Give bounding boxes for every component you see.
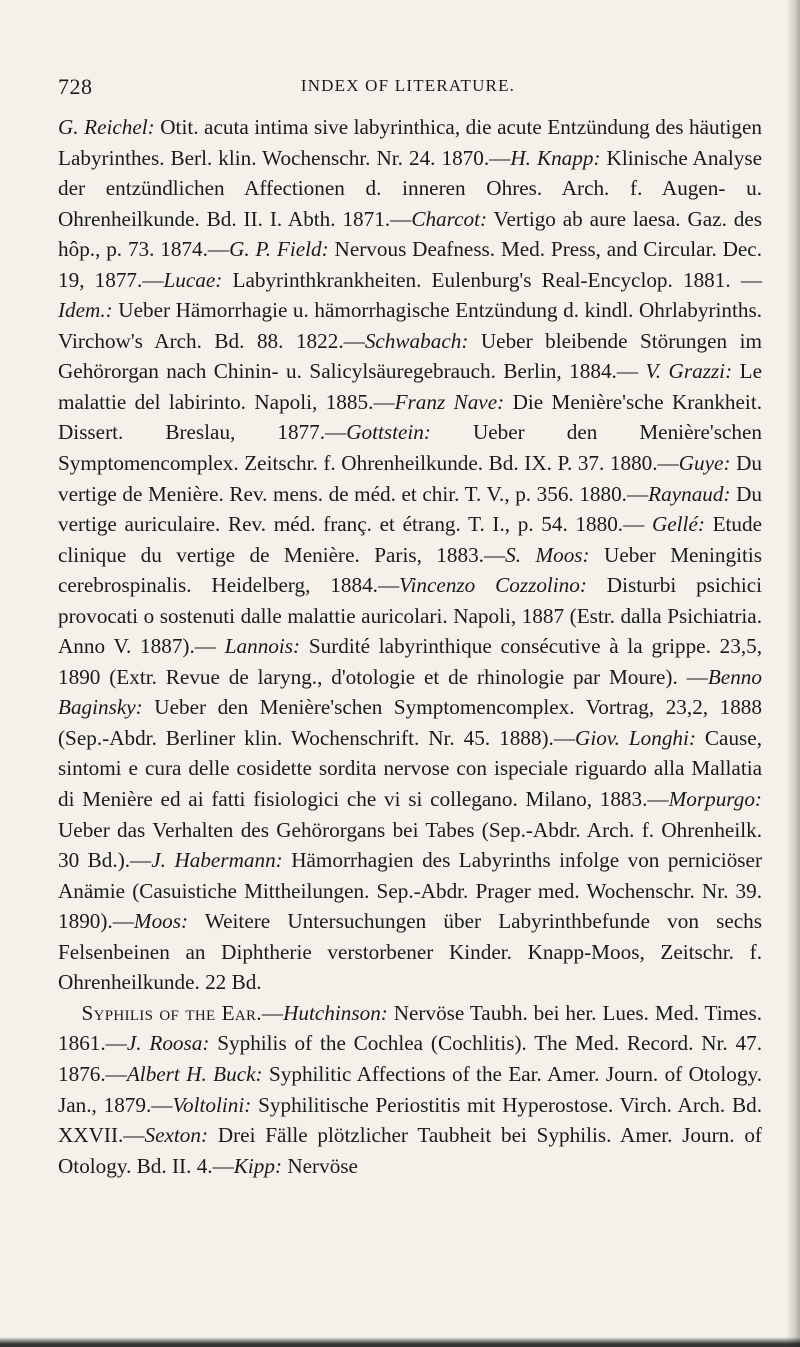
- citation-author: Voltolini:: [172, 1092, 252, 1117]
- citation-author: Benno Baginsky:: [58, 664, 762, 720]
- page-edge-shadow: [786, 0, 800, 1347]
- citation-text: Klinische Analyse der entzündlichen Affectionen d. inneren Ohres. Arch. f. Augen- u. Ohrenheilkunde. Bd. II. I. Abth. 1871.—: [58, 145, 762, 231]
- citation-text: Du vertige auriculaire. Rev. méd. franç. et étrang. T. I., p. 54. 1880.—: [58, 481, 762, 537]
- citation-author: S. Moos:: [505, 542, 590, 567]
- page-header: [58, 74, 758, 104]
- citation-author: V. Grazzi:: [645, 359, 733, 384]
- citation-text: Hämorrhagien des Labyrinths infolge von perniciöser Anämie (Casuistiche Mittheilungen. Sep.-Abdr. Prager med. Wochenschr. Nr. 39. 1890).—: [58, 848, 762, 934]
- citation-author: Idem.:: [58, 298, 113, 323]
- citation-text: Ueber das Verhalten des Gehörorgans bei Tabes (Sep.-Abdr. Arch. f. Ohrenheilk. 30 Bd.).—: [58, 817, 762, 873]
- citation-text: Otit. acuta intima sive labyrinthica, die acute Entzündung des häutigen Labyrinthes. Berl. klin. Wochenschr. Nr. 24. 1870.—: [58, 115, 762, 170]
- citation-text: Disturbi psichici provocati o sostenuti dalle malattie auricolari. Napoli, 1887 (Estr. dalla Psichiatria. Anno V. 1887).—: [58, 573, 762, 659]
- citation-author: Franz Nave:: [394, 389, 505, 414]
- citation-author: J. Habermann:: [151, 848, 283, 873]
- citation-author: Lannois:: [224, 634, 301, 659]
- citation-text: Le malattie del labirinto. Napoli, 1885.—: [58, 359, 762, 414]
- citation-text: Vertigo ab aure laesa. Gaz. des hôp., p. 73. 1874.—: [58, 206, 762, 262]
- bibliography-text: [58, 112, 762, 1181]
- page-bottom-edge: [0, 1337, 800, 1347]
- citation-text: Syphilis of the Cochlea (Cochlitis). The Med. Record. Nr. 47. 1876.—: [58, 1031, 763, 1086]
- citation-author: Albert H. Buck:: [126, 1061, 263, 1086]
- citation-text: Surdité labyrinthique consécutive à la grippe. 23,5, 1890 (Extr. Revue de laryng., d'otologie et de rhinologie par Moure). —: [58, 634, 763, 689]
- citation-text: Ueber den Menière'schen Symptomencomplex. Zeitschr. f. Ohrenheilkunde. Bd. IX. P. 37. 1880.—: [58, 420, 762, 476]
- citation-author: Moos:: [133, 909, 189, 934]
- citation-author: Schwabach:: [364, 328, 469, 353]
- citation-author: Raynaud:: [648, 481, 731, 506]
- citation-author: Guye:: [678, 451, 731, 476]
- citation-text: Ueber den Menière'schen Symptomencomplex. Vortrag, 23,2, 1888 (Sep.-Abdr. Berliner klin. Wochenschrift. Nr. 45. 1888).—: [58, 695, 762, 750]
- citation-text: Weitere Untersuchungen über Labyrinthbefunde von sechs Felsenbeinen an Diphtherie verstorbener Kinder. Knapp-Moos, Zeitschr. f. Ohrenheilkunde. 22 Bd.: [58, 909, 762, 995]
- bibliography-paragraph: G. Reichel: Otit. acuta intima sive labyrinthica, die acute Entzündung des häutigen Labyrinthes. Berl. klin. Wochenschr. Nr. 24. 1870.—H. Knapp: Klinische Analyse der entzündlichen Affectionen d. inneren Ohres. Arch. f. Augen- u. Ohrenheilkunde. Bd. II. I. Abth. 1871.—Charcot: Vertigo ab aure laesa. Gaz. des hôp., p. 73. 1874.—G. P. Field: Nervous Deafness. Med. Press, and Circular. Dec. 19, 1877.—Lucae: Labyrinthkrankheiten. Eulenburg's Real-Encyclop. 1881. — Idem.: Ueber Hämorrhagie u. hämorrhagische Entzündung d. kindl. Ohrlabyrinths. Virchow's Arch. Bd. 88. 1822.—Schwabach: Ueber bleibende Störungen im Gehörorgan nach Chinin- u. Salicylsäuregebrauch. Berlin, 1884.— V. Grazzi: Le malattie del labirinto. Napoli, 1885.—Franz Nave: Die Menière'sche Krankheit. Dissert. Breslau, 1877.—Gottstein: Ueber den Menière'schen Symptomencomplex. Zeitschr. f. Ohrenheilkunde. Bd. IX. P. 37. 1880.—Guye: Du vertige de Menière. Rev. mens. de méd. et chir. T. V., p. 356. 1880.—Raynaud: Du vertige auriculaire. Rev. méd. franç. et étrang. T. I., p. 54. 1880.— Gellé: Etude clinique du vertige de Menière. Paris, 1883.—S. Moos: Ueber Meningitis cerebrospinalis. Heidelberg, 1884.—Vincenzo Cozzolino: Disturbi psichici provocati o sostenuti dalle malattie auricolari. Napoli, 1887 (Estr. dalla Psichiatria. Anno V. 1887).— Lannois: Surdité labyrinthique consécutive à la grippe. 23,5, 1890 (Extr. Revue de laryng., d'otologie et de rhinologie par Moure). —Benno Baginsky: Ueber den Menière'schen Symptomencomplex. Vortrag, 23,2, 1888 (Sep.-Abdr. Berliner klin. Wochenschrift. Nr. 45. 1888).—Giov. Longhi: Cause, sintomi e cura delle cosidette sordita nervose con ispeciale riguardo alla Mallatia di Menière ed ai fatti fisiologici che vi si collegano. Milano, 1883.—Morpurgo: Ueber das Verhalten des Gehörorgans bei Tabes (Sep.-Abdr. Arch. f. Ohrenheilk. 30 Bd.).—J. Habermann: Hämorrhagien des Labyrinths infolge von perniciöser Anämie (Casuistiche Mittheilungen. Sep.-Abdr. Prager med. Wochenschr. Nr. 39. 1890).—Moos: Weitere Untersuchungen über Labyrinthbefunde von sechs Felsenbeinen an Diphtherie verstorbener Kinder. Knapp-Moos, Zeitschr. f. Ohrenheilkunde. 22 Bd. Syphilis of the Ear.—Hutchinson: Nervöse Taubh. bei her. Lues. Med. Times. 1861.—J. Roosa: Syphilis of the Cochlea (Cochlitis). The Med. Record. Nr. 47. 1876.—Albert H. Buck: Syphilitic Affections of the Ear. Amer. Journ. of Otology. Jan., 1879.—Voltolini: Syphilitische Periostitis mit Hyperostose. Virch. Arch. Bd. XXVII.—Sexton: Drei Fälle plötzlicher Taubheit bei Syphilis. Amer. Journ. of Otology. Bd. II. 4.—Kipp: Nervöse: [58, 115, 763, 1178]
- citation-text: Ueber bleibende Störungen im Gehörorgan nach Chinin- u. Salicylsäuregebrauch. Berlin, 1884.—: [58, 328, 762, 384]
- citation-author: Hutchinson:: [283, 1000, 388, 1025]
- citation-author: G. P. Field:: [229, 237, 329, 262]
- citation-text: Drei Fälle plötzlicher Taubheit bei Syphilis. Amer. Journ. of Otology. Bd. II. 4.—: [58, 1123, 762, 1178]
- citation-text: Cause, sintomi e cura delle cosidette sordita nervose con ispeciale riguardo alla Mallatia di Menière ed ai fatti fisiologici che vi si collegano. Milano, 1883.—: [58, 725, 762, 812]
- citation-author: H. Knapp:: [510, 145, 601, 170]
- running-head: INDEX OF LITERATURE.: [300, 76, 516, 95]
- citation-text: Syphilitische Periostitis mit Hyperostose. Virch. Arch. Bd. XXVII.—: [58, 1092, 762, 1148]
- citation-author: Lucae:: [163, 267, 223, 292]
- citation-author: G. Reichel:: [58, 115, 155, 139]
- citation-text: Du vertige de Menière. Rev. mens. de méd. et chir. T. V., p. 356. 1880.—: [58, 451, 762, 506]
- citation-text: Ueber Meningitis cerebrospinalis. Heidelberg, 1884.—: [58, 542, 763, 598]
- citation-text: Labyrinthkrankheiten. Eulenburg's Real-Encyclop. 1881. —: [222, 267, 763, 292]
- citation-text: Nervöse Taubh. bei her. Lues. Med. Times. 1861.—: [58, 1000, 763, 1056]
- citation-author: J. Roosa:: [126, 1031, 210, 1056]
- citation-text: Syphilitic Affections of the Ear. Amer. Journ. of Otology. Jan., 1879.—: [58, 1061, 762, 1117]
- section-heading: Syphilis of the Ear.: [81, 1000, 262, 1025]
- citation-author: Kipp:: [233, 1153, 283, 1178]
- citation-author: Gottstein:: [346, 420, 431, 445]
- citation-text: Etude clinique du vertige de Menière. Paris, 1883.—: [58, 512, 763, 567]
- citation-author: Gellé:: [651, 512, 705, 537]
- citation-author: Sexton:: [144, 1123, 209, 1148]
- citation-text: Die Menière'sche Krankheit. Dissert. Breslau, 1877.—: [58, 389, 763, 445]
- citation-author: Giov. Longhi:: [575, 725, 696, 750]
- citation-text: Nervöse: [282, 1153, 358, 1178]
- citation-author: Vincenzo Cozzolino:: [399, 573, 587, 598]
- citation-author: Charcot:: [411, 206, 488, 231]
- page-number: 728: [58, 74, 93, 99]
- citation-text: Nervous Deafness. Med. Press, and Circular. Dec. 19, 1877.—: [58, 237, 763, 292]
- citation-author: Morpurgo:: [668, 787, 762, 812]
- citation-text: Ueber Hämorrhagie u. hämorrhagische Entzündung d. kindl. Ohrlabyrinths. Virchow's Arch. Bd. 88. 1822.—: [58, 298, 762, 353]
